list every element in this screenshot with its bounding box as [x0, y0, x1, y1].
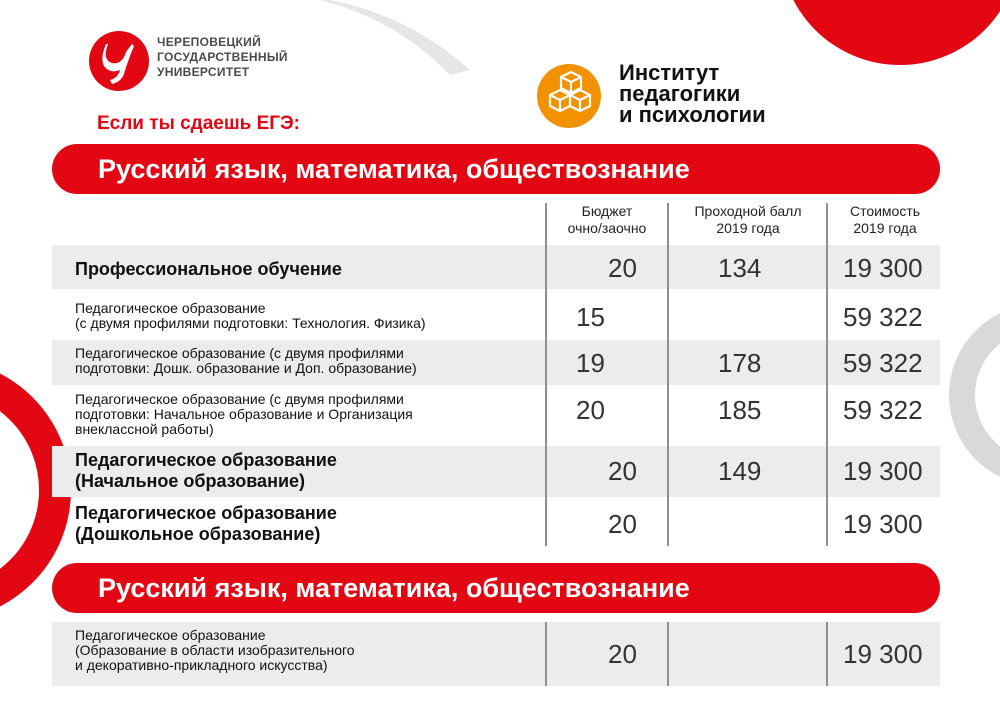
budget-value: 20 — [608, 509, 637, 539]
cost-value: 19 300 — [843, 456, 923, 486]
column-header-line: Стоимость — [849, 203, 921, 219]
institute-name-line: педагогики — [619, 81, 741, 106]
intro-heading: Если ты сдаешь ЕГЭ: — [97, 113, 300, 134]
program-name-line: внеклассной работы) — [75, 421, 214, 437]
cost-value: 59 322 — [843, 348, 923, 378]
column-header-line: Бюджет — [581, 203, 633, 219]
program-name-line: (Дошкольное образование) — [75, 524, 321, 544]
section-banner: Русский язык, математика, обществознание — [52, 144, 940, 194]
university-name-line: ЧЕРЕПОВЕЦКИЙ — [157, 35, 262, 49]
program-name-line: Педагогическое образование (с двумя профилями — [75, 345, 404, 361]
section-banner: Русский язык, математика, обществознание — [52, 563, 940, 613]
column-header-score — [671, 203, 825, 237]
budget-value: 20 — [576, 395, 605, 425]
university-logo-icon — [88, 30, 150, 92]
program-name-line: (Образование в области изобразительного — [75, 642, 355, 658]
cost-value: 59 322 — [843, 395, 923, 425]
budget-value: 20 — [608, 253, 637, 283]
program-name — [75, 346, 417, 376]
score-value: 134 — [718, 253, 762, 283]
column-header-budget — [549, 203, 665, 237]
program-name — [75, 259, 342, 280]
column-divider — [545, 622, 547, 686]
program-name-line: подготовки: Начальное образование и Организация — [75, 406, 413, 422]
program-name — [75, 628, 355, 673]
budget-value: 15 — [576, 302, 605, 332]
budget-value: 19 — [576, 348, 605, 378]
score-value: 149 — [718, 456, 762, 486]
cost-value: 19 300 — [843, 509, 923, 539]
column-divider — [667, 203, 669, 546]
program-name — [75, 301, 426, 331]
program-name — [75, 450, 337, 492]
budget-value: 20 — [608, 456, 637, 486]
program-name-line: (с двумя профилями подготовки: Технология. Физика) — [75, 315, 426, 331]
institute-cubes-logo-icon — [536, 63, 602, 129]
program-name-line: Педагогическое образование — [75, 300, 266, 316]
column-header-line: очно/заочно — [567, 220, 647, 236]
institute-name-line: и психологии — [619, 102, 766, 127]
score-value: 178 — [718, 348, 762, 378]
program-name-line: Педагогическое образование (с двумя профилями — [75, 391, 404, 407]
column-header-line: 2019 года — [716, 220, 780, 236]
institute-name — [619, 62, 766, 125]
university-name-line: УНИВЕРСИТЕТ — [157, 65, 250, 79]
budget-value: 20 — [608, 639, 637, 669]
cost-value: 19 300 — [843, 253, 923, 283]
program-name — [75, 503, 337, 545]
cost-value: 19 300 — [843, 639, 923, 669]
column-divider — [826, 203, 828, 546]
column-header-line: Проходной балл — [694, 203, 802, 219]
column-header-cost — [830, 203, 940, 237]
column-divider — [545, 203, 547, 546]
column-divider — [667, 622, 669, 686]
program-name-line: Профессиональное обучение — [75, 259, 342, 279]
column-divider — [826, 622, 828, 686]
column-header-line: 2019 года — [853, 220, 917, 236]
program-name-line: и декоративно-прикладного искусства) — [75, 657, 328, 673]
cost-value: 59 322 — [843, 302, 923, 332]
program-name-line: (Начальное образование) — [75, 471, 306, 491]
program-name-line: Педагогическое образование — [75, 450, 337, 470]
university-name-line: ГОСУДАРСТВЕННЫЙ — [157, 50, 288, 64]
score-value: 185 — [718, 395, 762, 425]
program-name — [75, 392, 413, 437]
program-name-line: Педагогическое образование — [75, 627, 266, 643]
institute-name-line: Институт — [619, 60, 720, 85]
university-name — [157, 35, 288, 80]
program-name-line: Педагогическое образование — [75, 503, 337, 523]
program-name-line: подготовки: Дошк. образование и Доп. образование) — [75, 360, 417, 376]
